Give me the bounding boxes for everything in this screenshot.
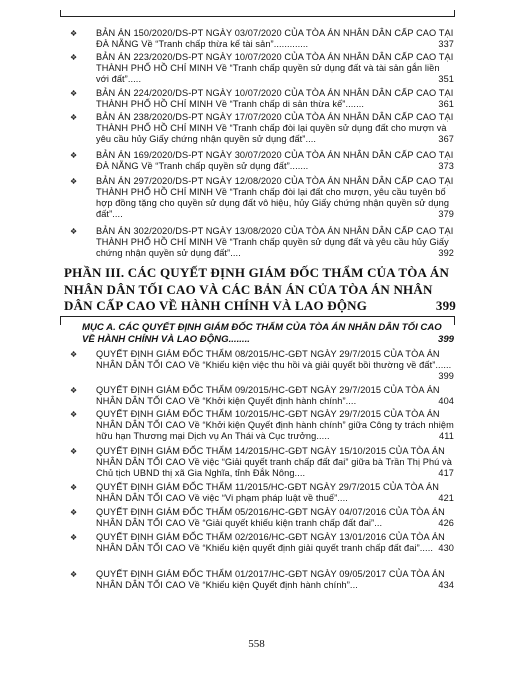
entry-text: QUYẾT ĐỊNH GIÁM ĐỐC THẨM 08/2015/HC-GĐT NGÀY 29/7/2015 CỦA TÒA ÁN NHÂN DÂN TỐI CAO Về “Khiếu kiện việc thu hồi và giải quyết bồi thường về đất” xyxy=(96,349,440,370)
entry-page: 367 xyxy=(438,134,454,144)
toc-entry: ❖ BẢN ÁN 150/2020/DS-PT NGÀY 03/07/2020 CỦA TÒA ÁN NHÂN DÂN CẤP CAO TẠI ĐÀ NẴNG Về “Tranh chấp thừa kế tài sản”............. 337 xyxy=(70,28,454,49)
entry-page: 421 xyxy=(438,493,454,503)
toc-entry: ❖ QUYẾT ĐỊNH GIÁM ĐỐC THẨM 10/2015/HC-GĐT NGÀY 29/7/2015 CỦA TÒA ÁN NHÂN DÂN TỐI CAO Về “Khởi kiện Quyết định hành chính” giữa Công ty trách nhiệm hữu hạn Thương mại Dịch vụ An Thái và Cục trưởng..... 411 xyxy=(70,409,454,441)
part-page: 399 xyxy=(435,298,456,313)
entry-page: 373 xyxy=(438,161,454,171)
diamond-bullet-icon: ❖ xyxy=(70,177,78,186)
toc-entry: ❖ BẢN ÁN 297/2020/DS-PT NGÀY 12/08/2020 CỦA TÒA ÁN NHÂN DÂN CẤP CAO TẠI THÀNH PHỐ HỒ CHÍ MINH Về “Tranh chấp đòi lại đất cho mượn, yêu cầu tuyên bố hợp đồng tặng cho quyền sử dụng đất vô hiệu, hủy Giấy chứng nhận quyền sử dụng đất”.... 379 xyxy=(70,176,454,219)
toc-entry: ❖ BẢN ÁN 238/2020/DS-PT NGÀY 17/07/2020 CỦA TÒA ÁN NHÂN DÂN CẤP CAO TẠI THÀNH PHỐ HỒ CHÍ MINH Về “Tranh chấp đòi lại quyền sử dụng đất cho mượn và yêu cầu hủy Giấy chứng nhận quyền sử dụng đất”.... 367 xyxy=(70,112,454,144)
diamond-bullet-icon: ❖ xyxy=(70,533,78,542)
diamond-bullet-icon: ❖ xyxy=(70,29,78,38)
diamond-bullet-icon: ❖ xyxy=(70,447,78,456)
entry-text: QUYẾT ĐỊNH GIÁM ĐỐC THẨM 05/2016/HC-GĐT NGÀY 04/07/2016 CỦA TÒA ÁN NHÂN DÂN TỐI CAO Về “Giải quyết khiếu kiện tranh chấp đất đai” xyxy=(96,507,445,528)
box-border-top xyxy=(60,10,455,17)
entry-text: QUYẾT ĐỊNH GIÁM ĐỐC THẨM 10/2015/HC-GĐT NGÀY 29/7/2015 CỦA TÒA ÁN NHÂN DÂN TỐI CAO Về “Khởi kiện Quyết định hành chính” giữa Công ty trách nhiệm hữu hạn Thương mại Dịch vụ An Thái và Cục trưởng... xyxy=(96,409,454,441)
toc-entry: ❖ QUYẾT ĐỊNH GIÁM ĐỐC THẨM 02/2016/HC-GĐT NGÀY 13/01/2016 CỦA TÒA ÁN NHÂN DÂN TỐI CAO Về “Khiếu kiện quyết định giải quyết tranh chấp đất đai”..... 430 xyxy=(70,532,454,553)
entry-page: 351 xyxy=(438,74,454,84)
toc-entry: ❖ QUYẾT ĐỊNH GIÁM ĐỐC THẨM 01/2017/HC-GĐT NGÀY 09/05/2017 CỦA TÒA ÁN NHÂN DÂN TỐI CAO Về “Khiếu kiện Quyết định hành chính”... 434 xyxy=(70,569,454,590)
section-page: 399 xyxy=(437,334,454,345)
toc-entry: ❖ QUYẾT ĐỊNH GIÁM ĐỐC THẨM 09/2015/HC-GĐT NGÀY 29/7/2015 CỦA TÒA ÁN NHÂN DÂN TỐI CAO Về “Khởi kiện Quyết định hành chính”.... 404 xyxy=(70,385,454,406)
entry-page: 411 xyxy=(439,431,454,441)
diamond-bullet-icon: ❖ xyxy=(70,227,78,236)
entry-text: BẢN ÁN 238/2020/DS-PT NGÀY 17/07/2020 CỦA TÒA ÁN NHÂN DÂN CẤP CAO TẠI THÀNH PHỐ HỒ CHÍ MINH Về “Tranh chấp đòi lại quyền sử dụng đất cho mượn và yêu cầu hủy Giấy chứng nhận quyền sử dụng đất” xyxy=(96,112,454,144)
diamond-bullet-icon: ❖ xyxy=(70,483,78,492)
entry-page: 404 xyxy=(438,396,454,406)
section-heading: MỤC A. CÁC QUYẾT ĐỊNH GIÁM ĐỐC THẨM CỦA TÒA ÁN NHÂN DÂN TỐI CAO VỀ HÀNH CHÍNH VÀ LAO ĐỘNG........ 399 xyxy=(82,322,454,345)
entry-page: 434 xyxy=(438,580,454,590)
entry-text: BẢN ÁN 297/2020/DS-PT NGÀY 12/08/2020 CỦA TÒA ÁN NHÂN DÂN CẤP CAO TẠI THÀNH PHỐ HỒ CHÍ MINH Về “Tranh chấp đòi lại đất cho mượn, yêu cầu tuyên bố hợp đồng tặng cho quyền sử dụng đất vô hiệu, hủy Giấy chứng nhận quyền sử dụng đất” xyxy=(96,176,454,219)
toc-entry: ❖ QUYẾT ĐỊNH GIÁM ĐỐC THẨM 11/2015/HC-GĐT NGÀY 29/7/2015 CỦA TÒA ÁN NHÂN DÂN TỐI CAO Về việc “Vi phạm pháp luật về thuế”.... 421 xyxy=(70,482,454,503)
part-heading xyxy=(64,265,456,315)
diamond-bullet-icon: ❖ xyxy=(70,508,78,517)
part-title: PHẦN III. CÁC QUYẾT ĐỊNH GIÁM ĐỐC THẨM CỦA TÒA ÁN NHÂN DÂN TỐI CAO VÀ CÁC BẢN ÁN CỦA TÒA ÁN NHÂN DÂN CẤP CAO VỀ HÀNH CHÍNH VÀ LAO ĐỘNG xyxy=(64,265,450,313)
entry-text: QUYẾT ĐỊNH GIÁM ĐỐC THẨM 14/2015/HC-GĐT NGÀY 15/10/2015 CỦA TÒA ÁN NHÂN DÂN TỐI CAO Về việc “Giải quyết tranh chấp đất đai” giữa bà Trần Thị Phú và Chủ tịch UBND thị xã Gia Nghĩa, tỉnh Đắk Nông xyxy=(96,446,452,478)
diamond-bullet-icon: ❖ xyxy=(70,386,78,395)
entry-text: BẢN ÁN 223/2020/DS-PT NGÀY 10/07/2020 CỦA TÒA ÁN NHÂN DÂN CẤP CAO TẠI THÀNH PHỐ HỒ CHÍ MINH Về “Tranh chấp quyền sử dụng đất và tài sản gắn liền với đất” xyxy=(96,52,454,84)
entry-text: QUYẾT ĐỊNH GIÁM ĐỐC THẨM 09/2015/HC-GĐT NGÀY 29/7/2015 CỦA TÒA ÁN NHÂN DÂN TỐI CAO Về “Khởi kiện Quyết định hành chính” xyxy=(96,385,440,406)
entry-text: BẢN ÁN 302/2020/DS-PT NGÀY 13/08/2020 CỦA TÒA ÁN NHÂN DÂN CẤP CAO TẠI THÀNH PHỐ HỒ CHÍ MINH Về “Tranh chấp quyền sử dụng đất và yêu cầu hủy Giấy chứng nhận quyền sử dụng đất” xyxy=(96,226,454,258)
entry-text: BẢN ÁN 169/2020/DS-PT NGÀY 30/07/2020 CỦA TÒA ÁN NHÂN DÂN CẤP CAO TẠI ĐÀ NẴNG Về “Tranh chấp quyền sử dụng đất” xyxy=(96,150,454,171)
diamond-bullet-icon: ❖ xyxy=(70,410,78,419)
entry-page: 392 xyxy=(438,248,454,258)
section-title: MỤC A. CÁC QUYẾT ĐỊNH GIÁM ĐỐC THẨM CỦA TÒA ÁN NHÂN DÂN TỐI CAO VỀ HÀNH CHÍNH VÀ LAO ĐỘNG xyxy=(82,322,442,345)
diamond-bullet-icon: ❖ xyxy=(70,570,78,579)
entry-page: 379 xyxy=(438,209,454,219)
toc-entry: ❖ QUYẾT ĐỊNH GIÁM ĐỐC THẨM 08/2015/HC-GĐT NGÀY 29/7/2015 CỦA TÒA ÁN NHÂN DÂN TỐI CAO Về “Khiếu kiện việc thu hồi và giải quyết bồi thường về đất”...... 399 xyxy=(70,349,454,381)
toc-entry: ❖ BẢN ÁN 302/2020/DS-PT NGÀY 13/08/2020 CỦA TÒA ÁN NHÂN DÂN CẤP CAO TẠI THÀNH PHỐ HỒ CHÍ MINH Về “Tranh chấp quyền sử dụng đất và yêu cầu hủy Giấy chứng nhận quyền sử dụng đất”.... 392 xyxy=(70,226,454,258)
entry-page: 361 xyxy=(438,99,454,109)
entry-text: QUYẾT ĐỊNH GIÁM ĐỐC THẨM 02/2016/HC-GĐT NGÀY 13/01/2016 CỦA TÒA ÁN NHÂN DÂN TỐI CAO Về “Khiếu kiện quyết định giải quyết tranh chấp đất đai” xyxy=(96,532,445,553)
diamond-bullet-icon: ❖ xyxy=(70,53,78,62)
diamond-bullet-icon: ❖ xyxy=(70,89,78,98)
entry-page: 417 xyxy=(438,468,454,478)
entry-text: BẢN ÁN 150/2020/DS-PT NGÀY 03/07/2020 CỦA TÒA ÁN NHÂN DÂN CẤP CAO TẠI ĐÀ NẴNG Về “Tranh chấp thừa kế tài sản” xyxy=(96,28,454,49)
toc-entry: ❖ QUYẾT ĐỊNH GIÁM ĐỐC THẨM 14/2015/HC-GĐT NGÀY 15/10/2015 CỦA TÒA ÁN NHÂN DÂN TỐI CAO Về việc “Giải quyết tranh chấp đất đai” giữa bà Trần Thị Phú và Chủ tịch UBND thị xã Gia Nghĩa, tỉnh Đắk Nông.... 417 xyxy=(70,446,454,478)
diamond-bullet-icon: ❖ xyxy=(70,113,78,122)
entry-page: 399 xyxy=(438,371,454,381)
entry-text: QUYẾT ĐỊNH GIÁM ĐỐC THẨM 01/2017/HC-GĐT NGÀY 09/05/2017 CỦA TÒA ÁN NHÂN DÂN TỐI CAO Về “Khiếu kiện Quyết định hành chính” xyxy=(96,569,445,590)
toc-entry: ❖ BẢN ÁN 223/2020/DS-PT NGÀY 10/07/2020 CỦA TÒA ÁN NHÂN DÂN CẤP CAO TẠI THÀNH PHỐ HỒ CHÍ MINH Về “Tranh chấp quyền sử dụng đất và tài sản gắn liền với đất”..... 351 xyxy=(70,52,454,84)
entry-page: 337 xyxy=(438,39,454,49)
entry-text: BẢN ÁN 224/2020/DS-PT NGÀY 10/07/2020 CỦA TÒA ÁN NHÂN DÂN CẤP CAO TẠI THÀNH PHỐ HỒ CHÍ MINH Về “Tranh chấp di sản thừa kế” xyxy=(96,88,454,109)
toc-entry: ❖ QUYẾT ĐỊNH GIÁM ĐỐC THẨM 05/2016/HC-GĐT NGÀY 04/07/2016 CỦA TÒA ÁN NHÂN DÂN TỐI CAO Về “Giải quyết khiếu kiện tranh chấp đất đai”... 426 xyxy=(70,507,454,528)
toc-entry: ❖ BẢN ÁN 224/2020/DS-PT NGÀY 10/07/2020 CỦA TÒA ÁN NHÂN DÂN CẤP CAO TẠI THÀNH PHỐ HỒ CHÍ MINH Về “Tranh chấp di sản thừa kế”....... 361 xyxy=(70,88,454,109)
toc-entry: ❖ BẢN ÁN 169/2020/DS-PT NGÀY 30/07/2020 CỦA TÒA ÁN NHÂN DÂN CẤP CAO TẠI ĐÀ NẴNG Về “Tranh chấp quyền sử dụng đất”....... 373 xyxy=(70,150,454,171)
entry-page: 430 xyxy=(438,543,454,553)
diamond-bullet-icon: ❖ xyxy=(70,151,78,160)
page-number: 558 xyxy=(248,638,265,650)
entry-page: 426 xyxy=(438,518,454,528)
diamond-bullet-icon: ❖ xyxy=(70,350,78,359)
entry-text: QUYẾT ĐỊNH GIÁM ĐỐC THẨM 11/2015/HC-GĐT NGÀY 29/7/2015 CỦA TÒA ÁN NHÂN DÂN TỐI CAO Về việc “Vi phạm pháp luật về thuế” xyxy=(96,482,439,503)
